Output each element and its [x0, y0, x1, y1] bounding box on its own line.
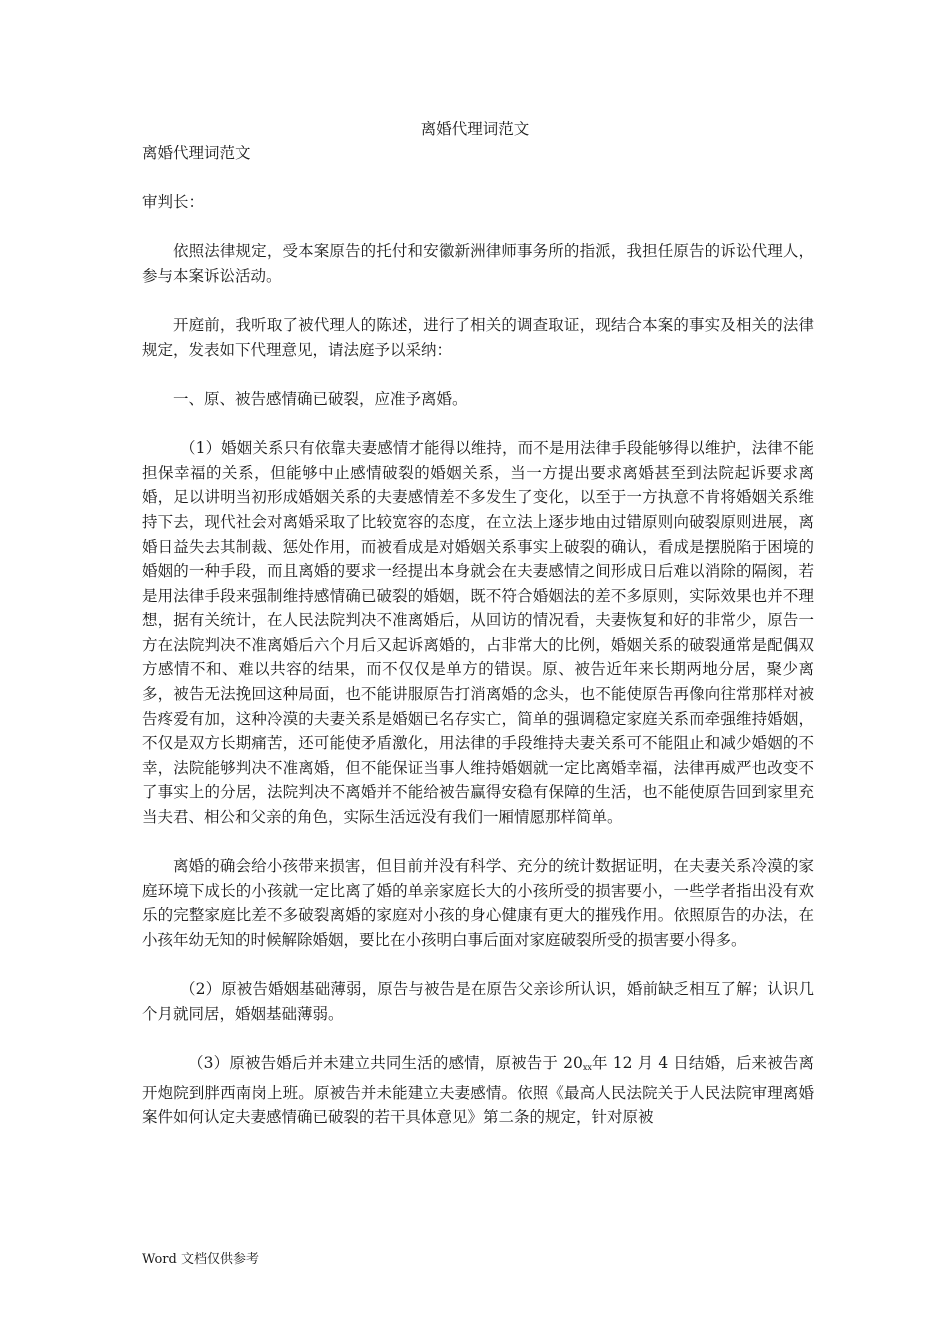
paragraph-2: 开庭前，我听取了被代理人的陈述，进行了相关的调查取证，现结合本案的事实及相关的法律规定，发表如下代理意见，请法庭予以采纳：: [142, 316, 814, 359]
year-placeholder: xx: [582, 1062, 592, 1072]
paragraph-point-2: （2）原被告婚姻基础薄弱，原告与被告是在原告父亲诊所认识，婚前缺乏相互了解；认识几个月就同居，婚姻基础薄弱。: [142, 980, 814, 1023]
paragraph-children: 离婚的确会给小孩带来损害，但目前并没有科学、充分的统计数据证明，在夫妻关系冷漠的家庭环境下成长的小孩就一定比离了婚的单亲家庭长大的小孩所受的损害要小，一些学者指出没有欢乐的完整家庭比差不多破裂离婚的家庭对小孩的身心健康有更大的摧残作用。依照原告的办法，在小孩年幼无知的时候解除婚姻，要比在小孩明白事后面对家庭破裂所受的损害要小得多。: [142, 857, 814, 949]
page-footer: Word 文档仅供参考: [142, 1252, 259, 1267]
paragraph-1: 依照法律规定，受本案原告的托付和安徽新洲律师事务所的指派，我担任原告的诉讼代理人，参与本案诉讼活动。: [142, 242, 814, 285]
section-heading-1: 一、原、被告感情确已破裂，应准予离婚。: [173, 389, 468, 408]
paragraph-point-3-part-a: （3）原被告婚后并未建立共同生活的感情，原被告于 20: [188, 1053, 583, 1072]
page-header-title: 离婚代理词范文: [420, 120, 530, 138]
paragraph-point-3: [142, 1051, 814, 1130]
document-title: 离婚代理词范文: [142, 144, 251, 162]
paragraph-point-1: （1）婚姻关系只有依靠夫妻感情才能得以维持，而不是用法律手段能够得以维护，法律不能担保幸福的关系，但能够中止感情破裂的婚姻关系，当一方提出要求离婚甚至到法院起诉要求离婚，足以讲明当初形成婚姻关系的夫妻感情差不多发生了变化，以至于一方执意不肯将婚姻关系维持下去，现代社会对离婚采取了比较宽容的态度，在立法上逐步地由过错原则向破裂原则进展，离婚日益失去其制裁、惩处作用，而被看成是对婚姻关系事实上破裂的确认，看成是摆脱陷于困境的婚姻的一种手段，而且离婚的要求一经提出本身就会在夫妻感情之间形成日后难以消除的隔阂，若是用法律手段来强制维持感情确已破裂的婚姻，既不符合婚姻法的差不多原则，实际效果也并不理想，据有关统计，在人民法院判决不准离婚后，从回访的情况看，夫妻恢复和好的非常少，原告一方在法院判决不准离婚后六个月后又起诉离婚的，占非常大的比例，婚姻关系的破裂通常是配偶双方感情不和、难以共容的结果，而不仅仅是单方的错误。原、被告近年来长期两地分居，聚少离多，被告无法挽回这种局面，也不能讲服原告打消离婚的念头，也不能使原告再像向往常那样对被告疼爱有加，这种冷漠的夫妻关系是婚姻已名存实亡，简单的强调稳定家庭关系而牵强维持婚姻，不仅是双方长期痛苦，还可能使矛盾激化，用法律的手段维持夫妻关系可不能阻止和减少婚姻的不幸，法院能够判决不准离婚，但不能保证当事人维持婚姻就一定比离婚幸福，法律再威严也改变不了事实上的分居，法院判决不离婚并不能给被告赢得安稳有保障的生活，也不能使原告回到家里充当夫君、相公和父亲的角色，实际生活远没有我们一厢情愿那样简单。: [142, 439, 814, 827]
paragraph-point-3-part-b: 年 12 月 4 日结婚，后来被告离开炮院到胖西南岗上班。原被告并未能建立夫妻感情。依照《最高人民法院关于人民法院审理离婚案件如何认定夫妻感情确已破裂的若干具体意见》第二条的规定，针对原被: [142, 1053, 815, 1127]
salutation: 审判长：: [142, 193, 205, 212]
document-body: [142, 141, 814, 1130]
